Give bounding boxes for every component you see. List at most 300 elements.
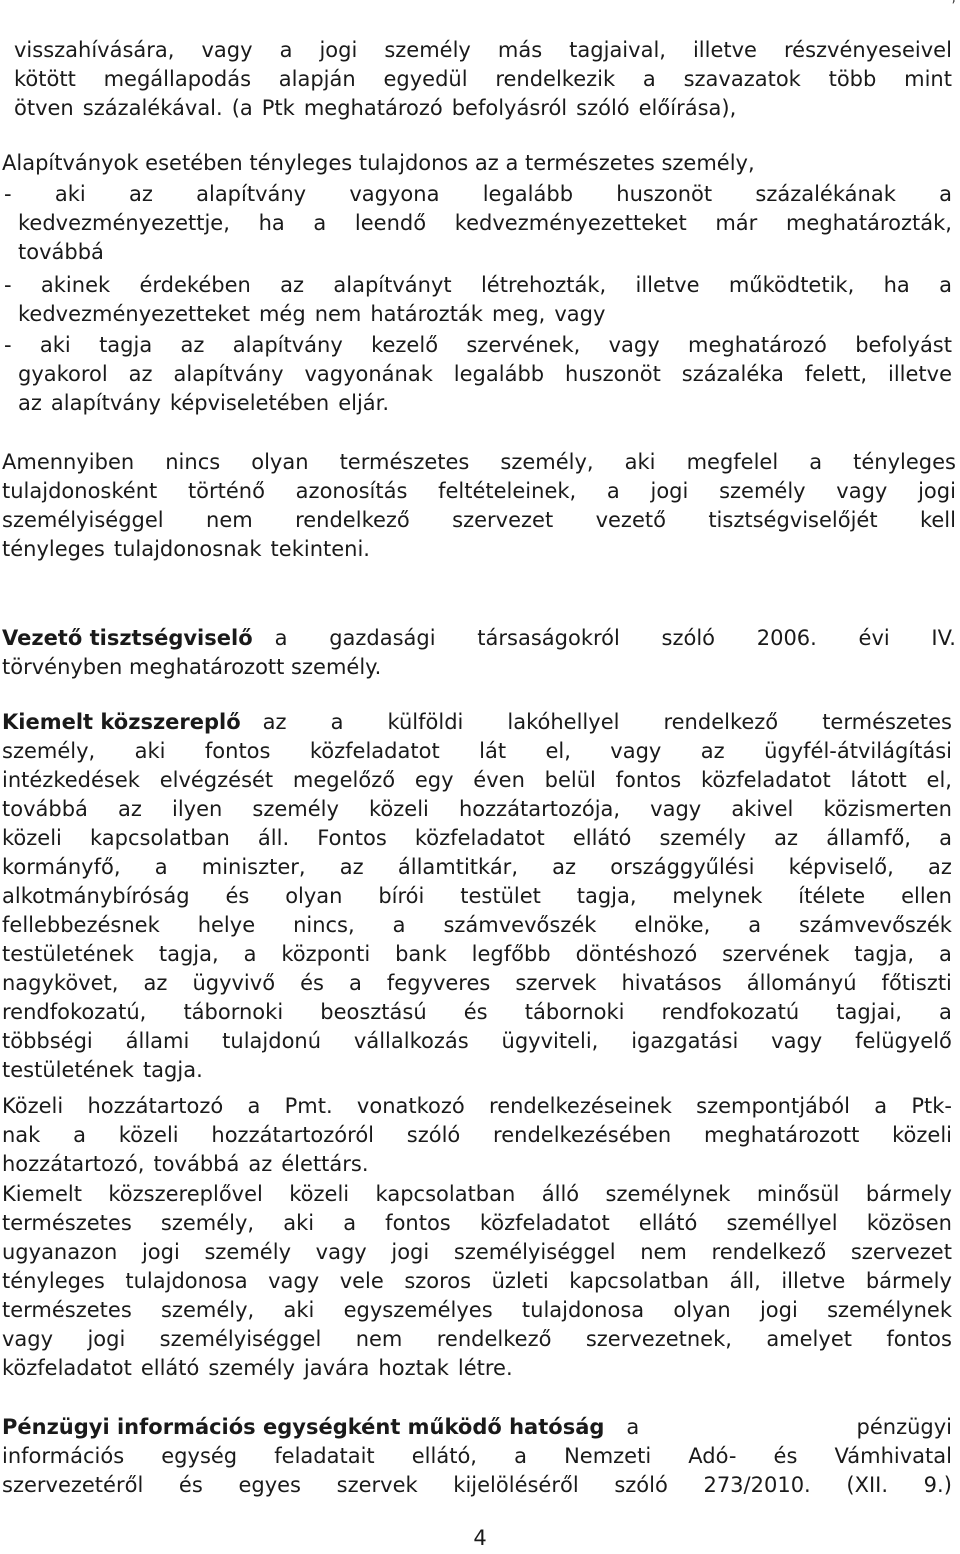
word: rendelkező (711, 1240, 827, 1264)
word: befolyást (855, 333, 952, 357)
word: alkotmánybíróság (2, 884, 190, 908)
word: szervezet (452, 508, 554, 532)
word: - (4, 273, 12, 297)
text-line (14, 65, 952, 94)
word: szervek (336, 1473, 418, 1497)
word: megelőző (292, 768, 396, 792)
foundations-item-2 (4, 271, 952, 329)
word: a (247, 1094, 261, 1118)
word: vagy (201, 38, 253, 62)
text-line (2, 1209, 952, 1238)
word: nagykövet, (2, 971, 119, 995)
word: személlyel (726, 1211, 838, 1235)
word: tulajdonú (222, 1029, 322, 1053)
word: - (4, 182, 12, 206)
word: meghatározták, (785, 211, 952, 235)
word: meghatározott (704, 1123, 860, 1147)
word: jogi (759, 1298, 798, 1322)
word: illetve (692, 38, 757, 62)
page-number: 4 (473, 1526, 487, 1550)
word: jogi (391, 1240, 430, 1264)
text-line (4, 331, 952, 360)
word: az (128, 362, 153, 386)
word: közfeladatot (2, 1356, 132, 1380)
word: aki (54, 182, 86, 206)
word: nincs (165, 450, 221, 474)
word: személy (719, 479, 806, 503)
word: főtiszti (881, 971, 952, 995)
word: már (715, 211, 758, 235)
word: vagy (554, 302, 606, 326)
associates-paragraph (2, 1180, 952, 1383)
word: aki (283, 1211, 315, 1235)
word: alapítvány (196, 182, 307, 206)
word: hivatásos (621, 971, 722, 995)
word: személy (659, 826, 747, 850)
word: tagjai, (836, 1000, 902, 1024)
word: érdekében (139, 273, 251, 297)
word: személyiséggel (159, 1327, 322, 1351)
word: közeli (2, 826, 62, 850)
foundations-item-1 (4, 180, 952, 267)
word: hozzátartozóról (211, 1123, 375, 1147)
word: kapcsolatban (90, 826, 230, 850)
word: a (514, 1444, 527, 1468)
word: meg, (491, 302, 546, 326)
word: külföldi (387, 710, 464, 734)
word: intézkedések (2, 768, 140, 792)
word: testületének (2, 1058, 134, 1082)
word: eljár. (338, 391, 390, 415)
word: leendő (354, 211, 427, 235)
word: el, (926, 768, 952, 792)
word: kormányfő, (2, 855, 121, 879)
word: fontos (385, 1211, 451, 1235)
word: vagy (836, 479, 888, 503)
fiu-term: Pénzügyi információs egységként működő hatóság (2, 1415, 605, 1439)
word: belül (544, 768, 596, 792)
word: tényleges (853, 450, 956, 474)
word: szervének, (466, 333, 581, 357)
word: személy, (500, 450, 594, 474)
word: történő (187, 479, 265, 503)
word: jogi (141, 1240, 180, 1264)
word: nincs, (293, 913, 355, 937)
word: rendfokozatú, (2, 1000, 147, 1024)
word: látott (850, 768, 907, 792)
word: tekinteni. (270, 537, 370, 561)
word: rendelkező (436, 1327, 552, 1351)
foundations-intro (2, 149, 952, 178)
word: kötött (14, 67, 76, 91)
word: kijelöléséről (453, 1473, 579, 1497)
word: az (552, 855, 577, 879)
word: testületének (2, 942, 134, 966)
word: ha (258, 211, 285, 235)
word: államfő, (826, 826, 911, 850)
word: vagyonának (304, 362, 433, 386)
word: az (928, 855, 952, 879)
word: ötven (14, 96, 74, 120)
word: tisztségviselőjét (708, 508, 878, 532)
word: a (874, 1094, 888, 1118)
text-line (2, 1413, 952, 1442)
word: jogi (319, 38, 358, 62)
word: visszahívására, (14, 38, 175, 62)
word: 2006. (756, 626, 817, 650)
word: akinek (40, 273, 111, 297)
word: vonatkozó (356, 1094, 465, 1118)
word: egyszemélyes (343, 1298, 493, 1322)
word: jogi (650, 479, 689, 503)
word: elnöke, (634, 913, 711, 937)
word: Ptk (261, 96, 295, 120)
word: Adó- (688, 1444, 737, 1468)
word: nak (2, 1123, 41, 1147)
word: huszonöt (565, 362, 661, 386)
word: jogi (87, 1327, 126, 1351)
word: fellebbezésnek (2, 913, 160, 937)
word: vagyona (349, 182, 440, 206)
word: pénzügyi (856, 1415, 952, 1439)
word: lakóhellyel (507, 710, 620, 734)
word: az (700, 739, 725, 763)
word: olyan (285, 884, 343, 908)
word: kapcsolatban (569, 1269, 710, 1293)
text-line (2, 969, 952, 998)
word: létre. (457, 1356, 513, 1380)
word: a (313, 211, 327, 235)
word: ilyen (171, 797, 223, 821)
word: (XII. (846, 1473, 889, 1497)
word: országgyűlési (610, 855, 755, 879)
word: feladatait (274, 1444, 375, 1468)
word: közismerten (823, 797, 952, 821)
word: személy, (2, 739, 96, 763)
word: ugyanazon (2, 1240, 118, 1264)
word: tulajdonosként (2, 479, 158, 503)
word: a (348, 971, 362, 995)
word: több (828, 67, 877, 91)
word: természetes (2, 1298, 132, 1322)
word: alapítvány (173, 362, 284, 386)
word: döntéshozó (575, 942, 698, 966)
word: tábornoki (524, 1000, 625, 1024)
word: tagja, (158, 942, 219, 966)
word: tagja. (142, 1058, 203, 1082)
word: tagja, (854, 942, 915, 966)
text-line (4, 389, 952, 418)
text-line (14, 36, 952, 65)
word: szavazatok (683, 67, 801, 91)
word: meghatározó (687, 333, 827, 357)
word: hozzátartozó, (2, 1152, 145, 1176)
word: olyan (251, 450, 309, 474)
word: személynek (605, 1182, 731, 1206)
text-line (4, 300, 952, 329)
word: (a (231, 96, 253, 120)
word: a (279, 38, 293, 62)
word: továbbá (153, 1152, 240, 1176)
word: továbbá (18, 240, 104, 264)
word: akivel (731, 797, 794, 821)
word: ha (883, 273, 910, 297)
continuation-paragraph (14, 36, 952, 123)
word: állami (125, 1029, 190, 1053)
word: az (128, 182, 153, 206)
word: 9.) (923, 1473, 952, 1497)
word: a (939, 273, 952, 297)
text-line (2, 535, 956, 564)
word: Fontos (317, 826, 387, 850)
word: a (809, 450, 823, 474)
word: Pmt. (284, 1094, 333, 1118)
text-line (2, 1296, 952, 1325)
word: a (330, 710, 344, 734)
word: egyes (238, 1473, 301, 1497)
text-line (14, 94, 952, 123)
word: a (392, 913, 406, 937)
word: a (939, 942, 952, 966)
word: közszereplővel (108, 1182, 263, 1206)
foundations-item-3 (4, 331, 952, 418)
word: egy (414, 768, 454, 792)
word: bírói (378, 884, 425, 908)
word: a (939, 826, 952, 850)
word: és (178, 1473, 203, 1497)
text-line (2, 940, 952, 969)
word: Kiemelt (2, 1182, 82, 1206)
word: ügyfél-átvilágítási (764, 739, 952, 763)
word: felügyelő (855, 1029, 952, 1053)
fiu-definition (2, 1413, 952, 1500)
word: fontos (615, 768, 682, 792)
word: tulajdonosa (125, 1269, 248, 1293)
word: szoros (404, 1269, 472, 1293)
word: vagy (608, 333, 660, 357)
word: személy, (161, 1298, 255, 1322)
word: olyan (673, 1298, 731, 1322)
word: miniszter, (201, 855, 306, 879)
word: aki (624, 450, 656, 474)
text-line (2, 882, 952, 911)
word: igazgatási (631, 1029, 739, 1053)
text-line (2, 1027, 952, 1056)
word: közfeladatot (414, 826, 545, 850)
fiu-body (2, 1442, 952, 1500)
word: közösen (866, 1211, 952, 1235)
word: gyakorol (18, 362, 108, 386)
word: személy, (160, 1211, 255, 1235)
word: szóló (614, 1473, 668, 1497)
word: aki (39, 333, 71, 357)
word: egyedül (383, 67, 468, 91)
word: a (939, 1000, 952, 1024)
relatives-paragraph (2, 1092, 952, 1179)
word: kedvezményezetteket (454, 211, 687, 235)
word: szóló (661, 626, 716, 650)
word: ellen (901, 884, 952, 908)
word: továbbá (2, 797, 88, 821)
fiu-line1-rest (626, 1413, 952, 1442)
text-line (4, 360, 952, 389)
word: vagy (650, 797, 702, 821)
word: létrehozták, (480, 273, 607, 297)
word: százaléka (681, 362, 784, 386)
word: az (180, 333, 205, 357)
word: társaságokról (477, 626, 620, 650)
word: százalékával. (82, 96, 223, 120)
word: felett, (804, 362, 868, 386)
word: testület (460, 884, 541, 908)
word: és (463, 1000, 488, 1024)
text-line (2, 1354, 952, 1383)
word: természetes (822, 710, 952, 734)
word: személy (252, 797, 339, 821)
word: álló (541, 1182, 580, 1206)
word: az (143, 971, 168, 995)
word: tulajdonosa (521, 1298, 645, 1322)
word: rendelkezésében (493, 1123, 672, 1147)
executive-line1-rest (275, 624, 956, 653)
word: személyiséggel (2, 508, 164, 532)
text-line (2, 1121, 952, 1150)
text-line (2, 1056, 952, 1085)
text-line (2, 911, 952, 940)
word: és (300, 971, 324, 995)
word: 273/2010. (703, 1473, 811, 1497)
word: élettárs. (281, 1152, 369, 1176)
word: befolyásról (451, 96, 568, 120)
word: kedvezményezetteket (18, 302, 250, 326)
word: és (773, 1444, 798, 1468)
word: rendelkezik (495, 67, 616, 91)
word: amelyet (766, 1327, 852, 1351)
word: egység (161, 1444, 238, 1468)
word: a (939, 182, 952, 206)
word: az (248, 1152, 273, 1176)
text-line (2, 998, 952, 1027)
word: szervezet (850, 1240, 952, 1264)
word: az (280, 273, 305, 297)
word: helye (197, 913, 256, 937)
word: százalékának (755, 182, 896, 206)
word: Közeli (2, 1094, 64, 1118)
word: közeli (892, 1123, 952, 1147)
word: személy (204, 1240, 291, 1264)
word: személy (208, 1356, 295, 1380)
word: többségi (2, 1029, 93, 1053)
word: lát (479, 739, 507, 763)
word: személynek (827, 1298, 952, 1322)
word: meghatározó (303, 96, 443, 120)
word: a (748, 913, 762, 937)
word: bank (395, 942, 447, 966)
word: közfeladatot (479, 1211, 610, 1235)
word: javára (303, 1356, 370, 1380)
word: megállapodás (103, 67, 252, 91)
word: még (258, 302, 306, 326)
word: hozzátartozója, (458, 797, 621, 821)
word: legalább (482, 182, 574, 206)
text-line (2, 1238, 952, 1267)
no-owner-paragraph (2, 448, 956, 564)
word: aki (283, 1298, 315, 1322)
word: kezelő (371, 333, 439, 357)
word: a (154, 855, 168, 879)
word: melynek (672, 884, 763, 908)
word: szóló (406, 1123, 461, 1147)
word: nem (640, 1240, 687, 1264)
text-line: törvényben meghatározott személy. (2, 655, 382, 679)
word: minősül (756, 1182, 840, 1206)
word: az (18, 391, 42, 415)
word: ügyvivő (192, 971, 276, 995)
word: határozták (370, 302, 483, 326)
word: jogi (918, 479, 956, 503)
word: vagy (610, 739, 662, 763)
word: a (274, 626, 288, 650)
word: kell (919, 508, 956, 532)
word: közeli (289, 1182, 350, 1206)
word: szempontjából (696, 1094, 850, 1118)
word: alapján (278, 67, 356, 91)
word: Vámhivatal (834, 1444, 952, 1468)
word: mint (904, 67, 952, 91)
word: személyiséggel (453, 1240, 616, 1264)
word: és (225, 884, 250, 908)
word: az (339, 855, 364, 879)
word: legfőbb (471, 942, 551, 966)
word: az (262, 710, 287, 734)
word: nem (206, 508, 253, 532)
word: tényleges (2, 1269, 105, 1293)
text-line (2, 853, 952, 882)
word: a (73, 1123, 86, 1147)
word: szervezetéről (2, 1473, 144, 1497)
word: ellátó (140, 1356, 200, 1380)
text-line (4, 238, 952, 267)
text-line (2, 737, 952, 766)
word: állományú (746, 971, 857, 995)
word: tagja, (576, 884, 637, 908)
word: IV. (931, 626, 956, 650)
word: vagy (315, 1240, 367, 1264)
word: hoztak (378, 1356, 449, 1380)
word: tagja (99, 333, 153, 357)
text-line (2, 766, 952, 795)
text-line (2, 477, 956, 506)
word: illetve (887, 362, 952, 386)
word: Nemzeti (564, 1444, 652, 1468)
word: bármely (865, 1182, 952, 1206)
word: illetve (635, 273, 700, 297)
word: el, (545, 739, 571, 763)
word: rendelkező (663, 710, 779, 734)
text-line (2, 1442, 952, 1471)
word: áll, (729, 1269, 761, 1293)
word: tulajdonosnak (113, 537, 262, 561)
word: - (4, 333, 12, 357)
text-line (2, 1471, 952, 1500)
text-line: Alapítványok esetében tényleges tulajdonos az a természetes személy, (2, 151, 755, 175)
word: információs (2, 1444, 125, 1468)
word: azonosítás (295, 479, 408, 503)
word: természetes (339, 450, 470, 474)
word: az (118, 797, 142, 821)
word: a (343, 1211, 357, 1235)
word: részvényeseivel (784, 38, 952, 62)
